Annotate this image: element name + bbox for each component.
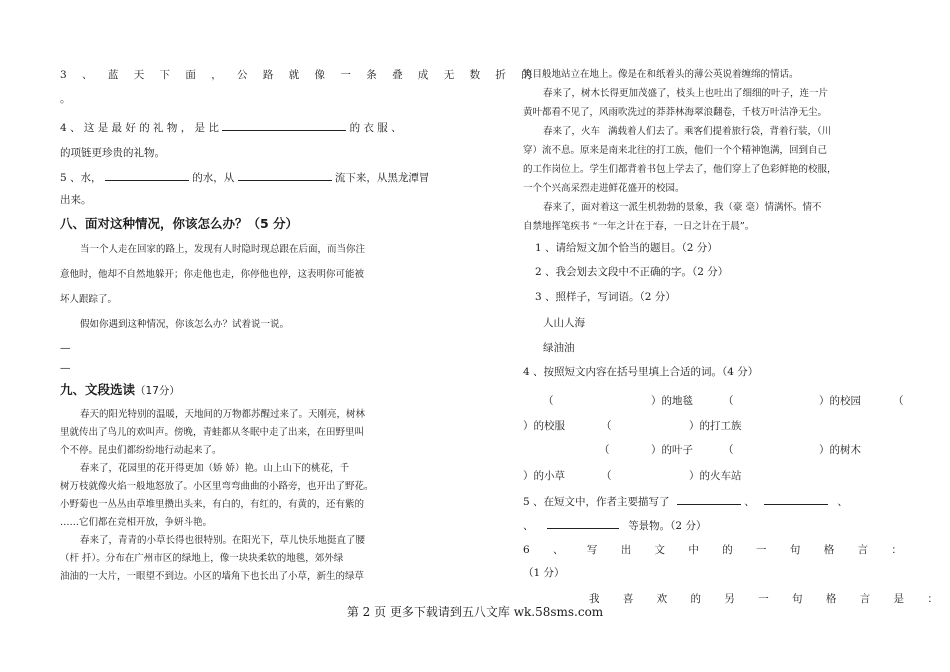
passage-fragment: 提着旅行袋，背着行装，（川 [712, 126, 832, 137]
question-9-2: 2 、我会划去文段中不正确的字。（2 分） [535, 266, 729, 278]
passage-line: 春天的阳光特别的温暖，天地间的万物都苏醒过来了。天刚亮，树林 [80, 409, 366, 420]
question-9-5 [523, 494, 848, 509]
fill-label: ）的校服 [523, 420, 565, 432]
fill-paren[interactable]: （ [601, 470, 612, 482]
answer-blank[interactable] [238, 170, 332, 181]
section-8-para-line: 坏人跟踪了。 [60, 294, 118, 305]
fill-paren[interactable]: （ [893, 395, 904, 407]
passage-line: 春来了，面对着这一派生机勃勃的景象，我（豪 毫）情满怀。情不 [543, 202, 822, 213]
section-9-title-text: 九、文段选读 [60, 382, 136, 397]
question-8-4 [60, 120, 402, 135]
passage-line: 笑目般地站立在地上。像是在和纸着头的薄公英说着缠绵的情话。 [523, 69, 799, 80]
fill-label: ）的小草 [523, 470, 565, 482]
separator: 、 [523, 520, 534, 532]
section-8-para-line: 意他时，他却不自然地躲开；你走他也走，你停他也停，这表明你可能被 [60, 269, 365, 280]
fill-label: ）的树木 [819, 444, 861, 456]
answer-blank[interactable] [677, 494, 741, 505]
question-8-4-text-b: 的 衣 服 、 [349, 122, 402, 134]
question-8-5-text-a: 5 、水， [60, 172, 102, 184]
passage-line: 自禁地挥笔疾书 “一年之计在于春，一日之计在于晨”。 [523, 221, 755, 232]
answer-line-dash[interactable]: — [60, 342, 71, 354]
section-8-title: 八、面对这种情况，你该怎么办？（5 分） [60, 216, 299, 231]
fill-label: ）的打工族 [689, 420, 742, 432]
passage-line: 春来了，树木长得更加茂盛了，枝头上也吐出了细细的叶子，连一片 [543, 88, 829, 99]
fill-paren[interactable]: （ [723, 395, 734, 407]
fill-label: ）的地毯 [651, 395, 693, 407]
answer-blank[interactable] [764, 494, 828, 505]
question-8-5-text-c: 流下来，从黑龙潭冒 [334, 172, 430, 184]
passage-line: 小野菊也一丛丛由草堆里攒出头来，有白的，有红的，有黄的，还有紫的 [60, 499, 365, 510]
passage-line: ……它们都在竞相开放，争妍斗艳。 [60, 517, 213, 528]
fill-label: ）的校园 [819, 395, 861, 407]
question-8-5-cont: 出来。 [60, 194, 92, 206]
passage-line: 的工作岗位上。学生们都背着书包上学去了，他们穿上了色彩鲜艳的校服， [523, 164, 837, 175]
passage-line: 树万枝就像火焰一般地怒放了。小区里弯弯曲曲的小路旁，也开出了野花。 [60, 481, 374, 492]
passage-fragment: 满载着人们去 [608, 126, 666, 137]
question-9-6: 6 、 写 出 文 中 的 一 句 格 言 ： [523, 544, 912, 556]
page-footer: 第 2 页 更多下载请到五八文库 wk.58sms.com [346, 605, 604, 619]
question-9-5-text: 5 、在短文中，作者主要描写了 [523, 496, 670, 508]
question-9-1: 1 、请给短文加个恰当的题目。（2 分） [535, 242, 718, 254]
section-8-para-line: 当一个人走在回家的路上，发现有人时隐时现总跟在后面，而当你注 [80, 244, 366, 255]
question-8-5-text-b: 的水，从 [192, 172, 235, 184]
passage-line: 春来了，花园里的花开得更加（娇 娇）艳。山上山下的桃花，千 [80, 463, 350, 474]
passage-line: 穿）流不息。原来是南来北往的打工族，他们一个个精神饱满，回到自己 [523, 145, 828, 156]
fill-paren[interactable]: （ [601, 420, 612, 432]
passage-line [543, 125, 831, 139]
question-8-3: 3 、 蓝 天 下 面 ， 公 路 就 像 一 条 叠 成 无 数 折 的 [60, 69, 538, 81]
question-8-4-text-a: 4 、 这 是 最 好 的 礼 物 ， 是 比 [60, 122, 219, 134]
section-8-prompt: 假如你遇到这种情况，你该怎么办？试着说一说。 [80, 319, 290, 330]
section-9-score: （17分） [135, 385, 180, 397]
question-8-5 [60, 170, 429, 185]
separator: 、 [744, 496, 755, 508]
question-9-5-end: 等景物。（2 分） [628, 520, 707, 532]
question-9-6-b: 我 喜 欢 的 另 一 句 格 言 是 ： [589, 593, 948, 605]
passage-fragment: 春来了，火车 [543, 126, 601, 137]
fill-paren[interactable]: （ [599, 444, 610, 456]
question-9-5-cont [523, 518, 706, 533]
fill-label: ）的叶子 [651, 444, 693, 456]
example-word: 人山人海 [543, 317, 585, 329]
question-8-3-end: 。 [60, 93, 71, 105]
passage-line: 里就传出了鸟儿的欢叫声。傍晚，青蛙都从冬眠中走了出来，在田野里叫 [60, 427, 365, 438]
passage-line: 个不停。昆虫们都纷纷地行动起来了。 [60, 445, 222, 456]
answer-blank[interactable] [105, 170, 189, 181]
passage-line: 春来了，青青的小草长得也很特别。在阳光下，草儿快乐地挺直了腰 [80, 535, 366, 546]
question-9-3: 3 、照样子，写词语。（2 分） [535, 291, 676, 303]
fill-paren[interactable]: （ [543, 395, 554, 407]
passage-line: 黄叶都看不见了，风雨吹洗过的莽莽林海翠浪翻卷，千枝万叶洁净无尘。 [523, 107, 828, 118]
question-8-4-cont: 的项链更珍贵的礼物。 [60, 147, 165, 159]
fill-paren[interactable]: （ [723, 444, 734, 456]
section-9-title [60, 383, 180, 398]
answer-blank[interactable] [547, 518, 619, 529]
passage-line: （杆 扦）。分布在广州市区的绿地上，像一块块柔软的地毯，郊外绿 [60, 553, 344, 564]
example-word: 绿油油 [543, 342, 575, 354]
separator: 、 [837, 496, 848, 508]
question-9-6-score: （1 分） [523, 567, 565, 579]
answer-blank[interactable] [222, 120, 346, 131]
question-9-4: 4 、按照短文内容在括号里填上合适的词。（4 分） [523, 366, 759, 378]
passage-fragment: 了。乘客们 [665, 126, 713, 137]
passage-line: 油油的一大片，一眼望不到边。小区的墙角下也长出了小草，新生的绿草 [60, 571, 365, 582]
answer-line-dash[interactable]: — [60, 362, 71, 374]
passage-line: 一个个兴高采烈走进鲜花盛开的校园。 [523, 183, 685, 194]
fill-label: ）的火车站 [689, 470, 742, 482]
